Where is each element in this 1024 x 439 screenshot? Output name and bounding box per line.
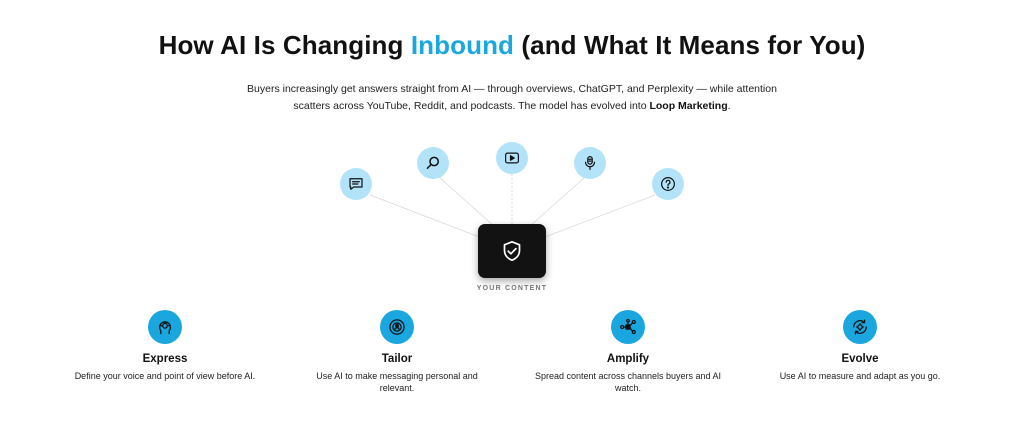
- target-person-icon: [387, 317, 407, 337]
- microphone-icon: [581, 154, 599, 172]
- hub-label: YOUR CONTENT: [476, 285, 548, 292]
- head-idea-icon: [155, 317, 175, 337]
- step-name: Express: [142, 353, 188, 365]
- step-name: Amplify: [606, 353, 650, 365]
- step-amplify: [533, 310, 723, 394]
- step-evolve: [765, 310, 955, 382]
- title-highlight: Inbound: [410, 30, 515, 60]
- step-description: Spread content across channels buyers and AI watch.: [534, 371, 722, 393]
- step-name: Evolve: [841, 353, 879, 365]
- page-subtitle: Buyers increasingly get answers straight from AI — through overviews, ChatGPT, and Perplexity — while attention scatters across YouTube, Reddit, and podcasts. The model has evolved into Loop Marketing.: [247, 83, 777, 112]
- question-icon: [659, 175, 677, 193]
- shield-check-icon: [500, 239, 524, 263]
- play-icon: [503, 149, 521, 167]
- search-bubble: [417, 147, 449, 179]
- network-share-icon: [618, 317, 638, 337]
- chat-icon: [347, 175, 365, 193]
- step-icon-circle: [843, 310, 877, 344]
- play-bubble: [496, 142, 528, 174]
- question-bubble: [652, 168, 684, 200]
- mic-bubble: [574, 147, 606, 179]
- page-title: How AI Is Changing Inbound (and What It Means for You): [158, 30, 866, 60]
- cycle-gear-icon: [850, 317, 870, 337]
- step-description: Define your voice and point of view before AI.: [74, 371, 256, 381]
- step-icon-circle: [148, 310, 182, 344]
- step-icon-circle: [380, 310, 414, 344]
- step-icon-circle: [611, 310, 645, 344]
- your-content-hub: [478, 224, 546, 278]
- loop-marketing-term: Loop Marketing: [649, 100, 728, 112]
- step-description: Use AI to make messaging personal and relevant.: [316, 371, 478, 393]
- step-express: [70, 310, 260, 382]
- step-name: Tailor: [381, 353, 413, 365]
- step-tailor: [302, 310, 492, 394]
- step-description: Use AI to measure and adapt as you go.: [779, 371, 941, 381]
- chat-bubble: [340, 168, 372, 200]
- search-icon: [424, 154, 442, 172]
